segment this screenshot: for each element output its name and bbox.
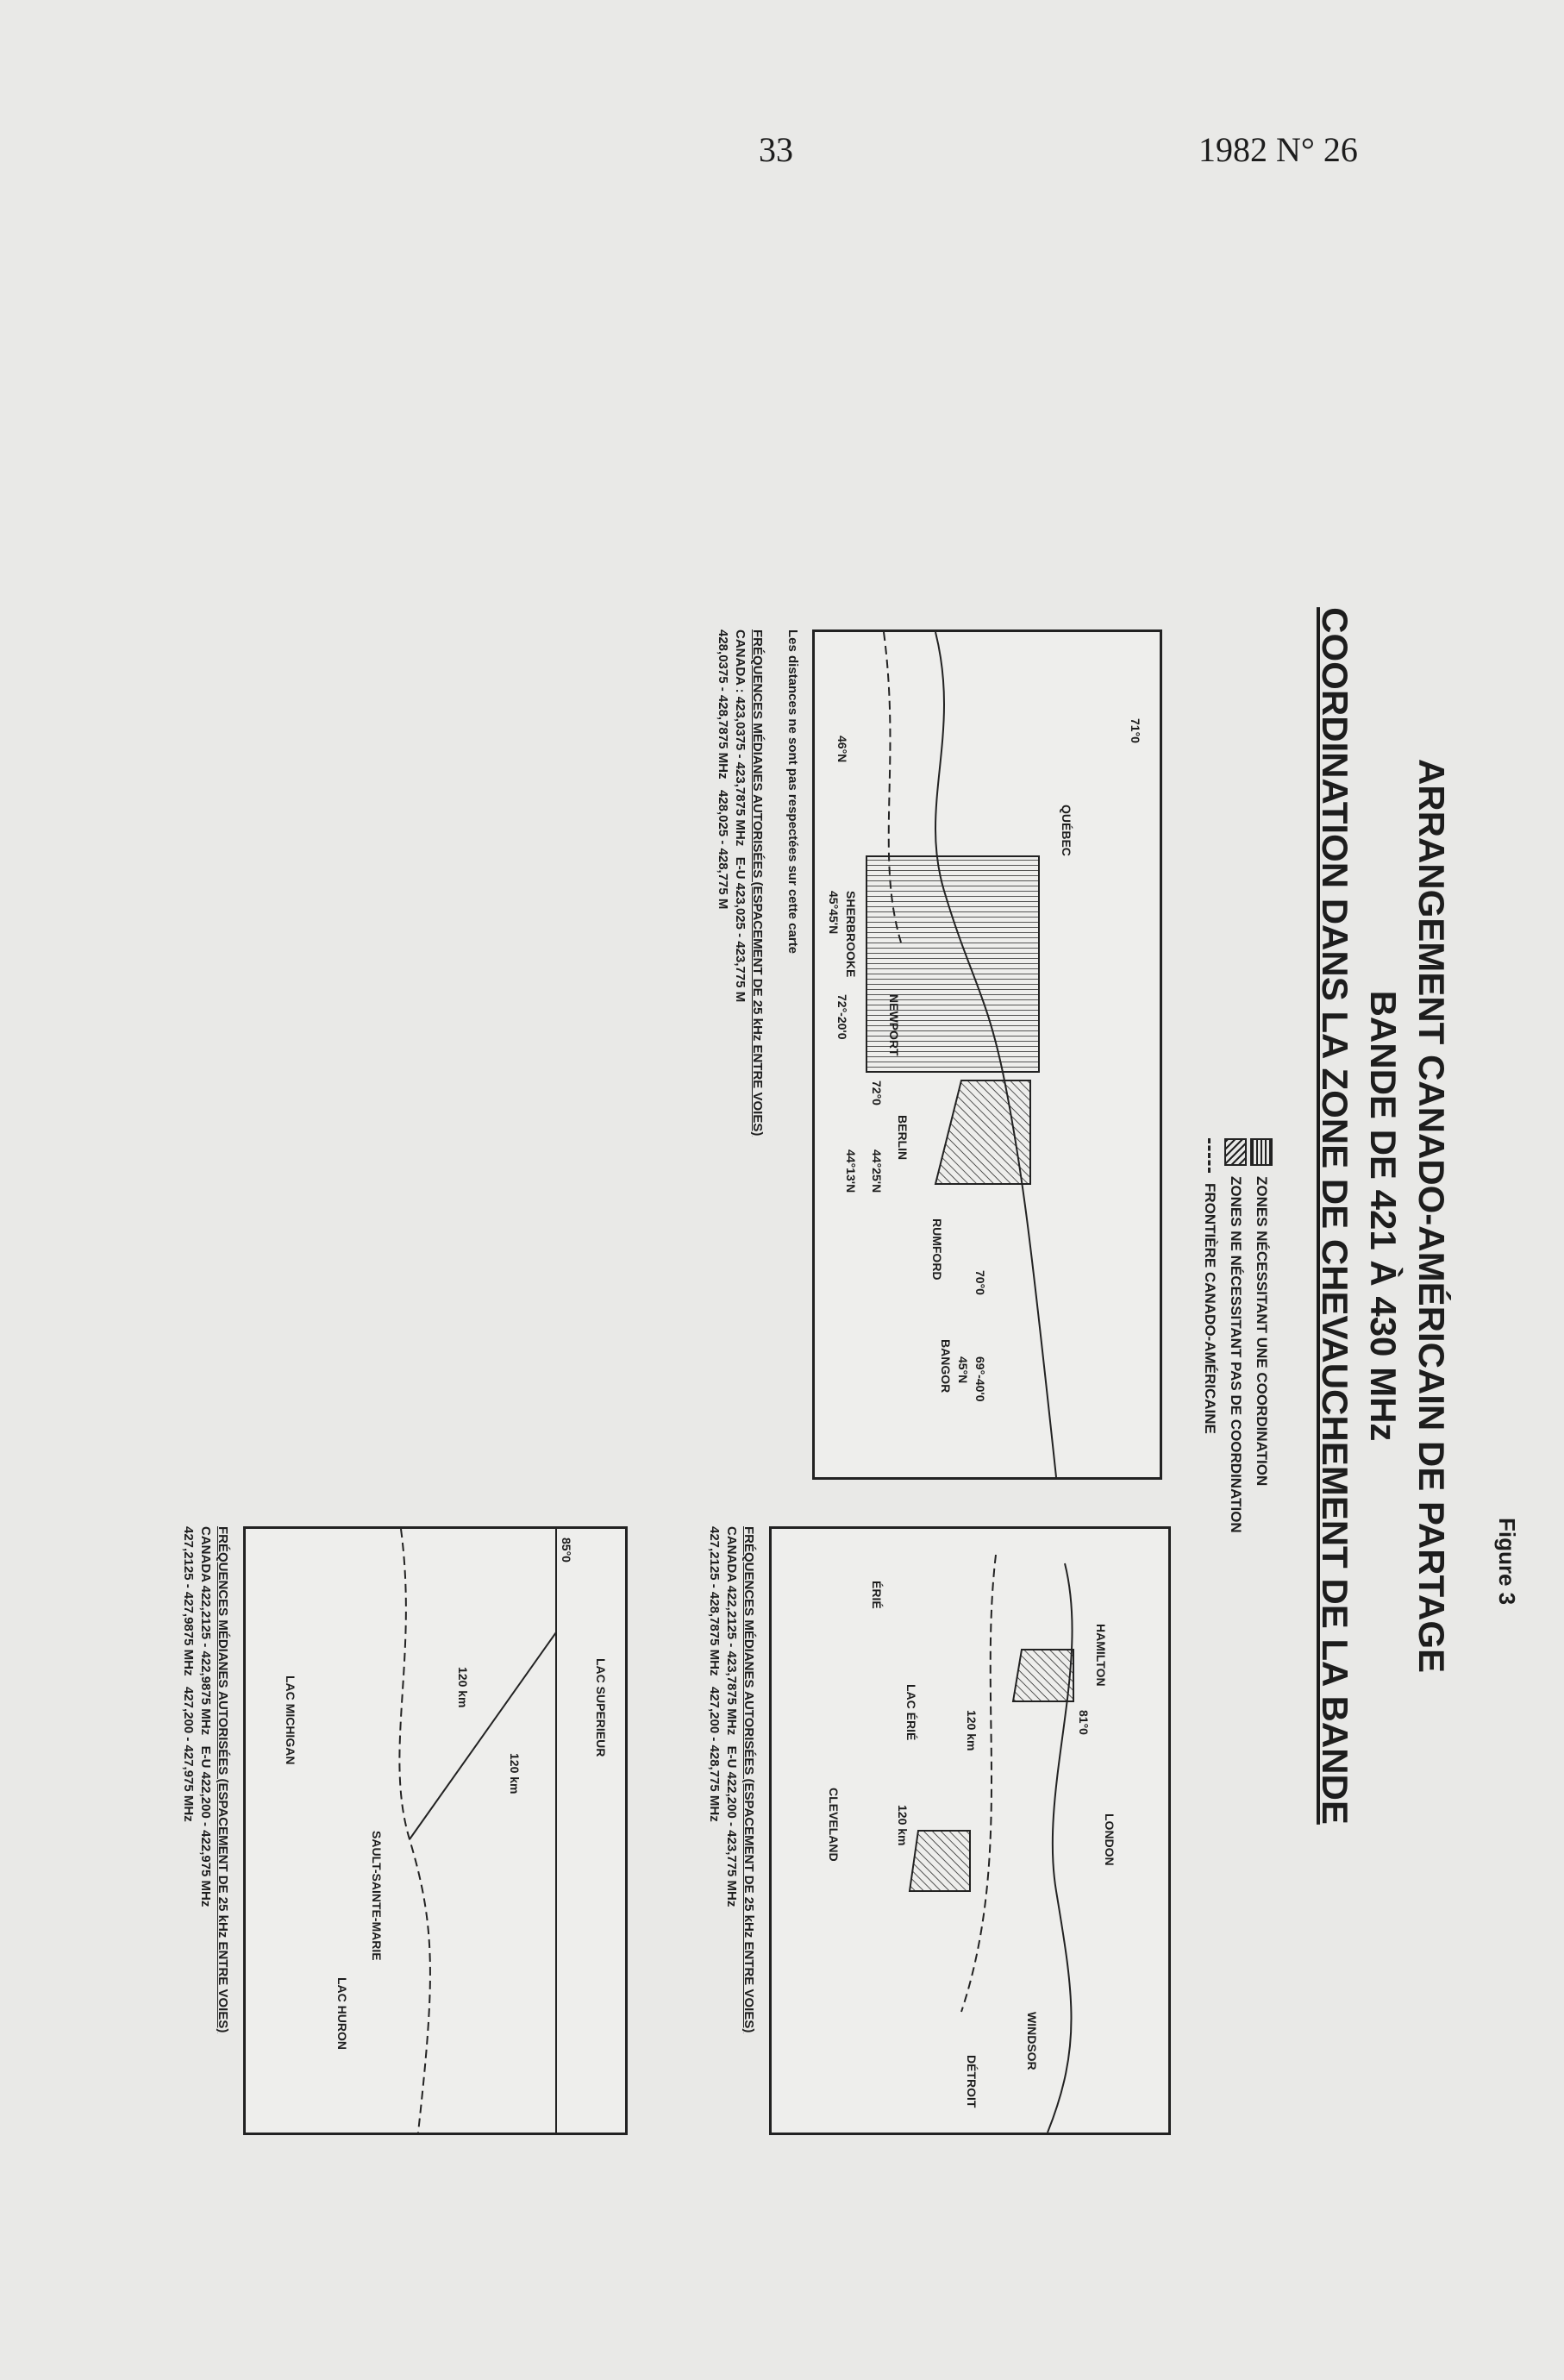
label-4413n: 44°13'N: [844, 1149, 858, 1193]
freq-southwest: FRÉQUENCES MÉDIANES AUTORISÉES (ESPACEMENT DE 25 kHz ENTRE VOIES) CANADA 422,2125 - 423,7875 MHz E-U 422,200 - 423,775 MHz 427,2125 - 428,7875 MHz 427,200 - 428,775 MHz: [707, 1526, 756, 2033]
freq-northwest: FRÉQUENCES MÉDIANES AUTORISÉES (ESPACEMENT DE 25 kHz ENTRE VOIES) CANADA 422,2125 - 422,9875 MHz E-U 422,200 - 422,975 MHz 427,2125 - 427,9875 MHz 427,200 - 427,975 MHz: [181, 1526, 230, 2033]
label-lac-erie: LAC ÉRIÉ: [904, 1684, 918, 1741]
rotated-figure: [110, 483, 1520, 2380]
label-85w: 85°0: [560, 1538, 573, 1563]
map-east: [812, 629, 1162, 1480]
title-line-3: COORDINATION DANS LA ZONE DE CHEVAUCHEMENT DE LA BANDE: [1315, 607, 1355, 1825]
label-lac-huron: LAC HURON: [335, 1977, 349, 2050]
label-6940w: 69°-40'0: [973, 1356, 987, 1402]
page-number: 33: [759, 130, 793, 169]
label-lac-superieur: LAC SUPERIEUR: [594, 1658, 608, 1757]
label-sherbrooke: SHERBROOKE: [844, 891, 858, 978]
label-120km-d: 120 km: [896, 1805, 910, 1846]
map-southwest: [769, 1526, 1171, 2135]
title-line-2: BANDE DE 421 À 430 MHz: [1363, 990, 1404, 1442]
hatch-swatch-icon: [1250, 1138, 1273, 1166]
map-northwest: [243, 1526, 628, 2135]
title-line-1: ARRANGEMENT CANADO-AMÉRICAIN DE PARTAGE: [1411, 758, 1452, 1674]
label-london: LONDON: [1103, 1813, 1117, 1866]
label-cleveland: CLEVELAND: [827, 1788, 841, 1862]
year-issue: 1982 N° 26: [1198, 130, 1358, 169]
legend-coordination: ZONES NÉCESSITANT UNE COORDINATION: [1248, 1138, 1274, 1533]
label-rumford: RUMFORD: [930, 1218, 944, 1281]
label-quebec: QUÉBEC: [1060, 805, 1073, 856]
label-4545n: 45°45'N: [827, 891, 841, 935]
label-detroit: DÉTROIT: [965, 2055, 979, 2108]
legend-no-coordination: ZONES NE NÉCESSITANT PAS DE COORDINATION: [1223, 1138, 1248, 1533]
label-120km-a: 120 km: [456, 1667, 470, 1708]
figure-title: [1311, 483, 1455, 1949]
label-81w: 81°0: [1077, 1710, 1091, 1735]
figure-label: Figure 3: [1494, 1518, 1520, 1606]
label-7220w: 72°-20'0: [835, 994, 849, 1040]
dashed-line-icon: [1209, 1138, 1211, 1173]
freq-east: FRÉQUENCES MÉDIANES AUTORISÉES (ESPACEMENT DE 25 kHz ENTRE VOIES) CANADA : 423,0375 - 423,7875 MHz E-U 423,025 - 423,775 M 428,0375 - 428,7875 MHz 428,025 - 428,775 M: [716, 629, 765, 1137]
label-erie: ÉRIÉ: [870, 1581, 884, 1609]
label-sault-sainte-marie: SAULT-SAINTE-MARIE: [370, 1831, 384, 1961]
label-71w: 71°0: [1129, 718, 1142, 743]
label-120km-b: 120 km: [508, 1753, 522, 1794]
label-lac-michigan: LAC MICHIGAN: [284, 1675, 297, 1765]
map-nw-drawing: [246, 1529, 625, 2133]
label-windsor: WINDSOR: [1025, 2012, 1039, 2070]
label-72w: 72°0: [870, 1080, 884, 1105]
label-bangor: BANGOR: [939, 1339, 953, 1394]
label-hamilton: HAMILTON: [1094, 1624, 1108, 1687]
label-4425n: 44°25'N: [870, 1149, 884, 1193]
label-newport: NEWPORT: [887, 994, 901, 1056]
label-berlin: BERLIN: [896, 1115, 910, 1161]
label-120km-c: 120 km: [965, 1710, 979, 1751]
map-east-drawing: [815, 632, 1160, 1477]
scale-note: Les distances ne sont pas respectées sur cette carte: [785, 629, 800, 955]
diagonal-swatch-icon: [1224, 1138, 1247, 1166]
legend: [1197, 1138, 1274, 1533]
legend-border: FRONTIÈRE CANADO-AMÉRICAINE: [1197, 1138, 1223, 1533]
label-70w: 70°0: [973, 1270, 987, 1295]
label-45n: 45°N: [956, 1356, 970, 1384]
label-46n: 46°N: [835, 736, 849, 763]
